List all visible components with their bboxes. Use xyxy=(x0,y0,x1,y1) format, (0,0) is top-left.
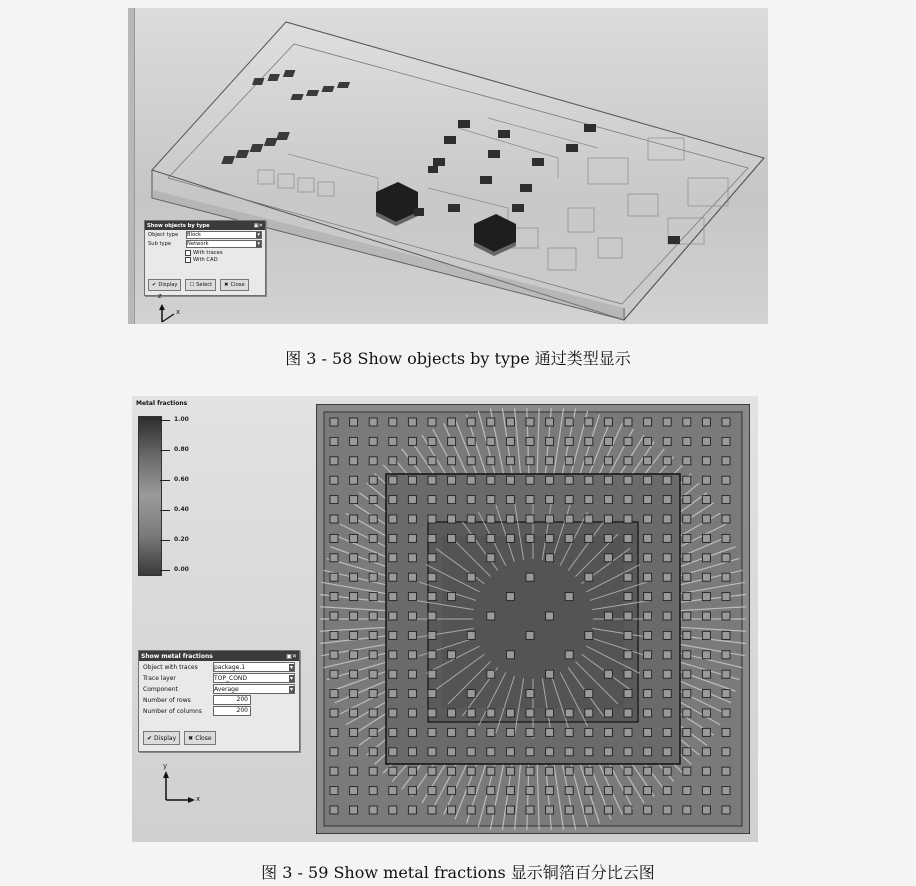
colorbar-tick-mark xyxy=(160,450,170,451)
dialog-title-bar xyxy=(139,651,299,661)
figure-3-59-caption: 图 3 - 59 Show metal fractions 显示铜箔百分比云图 xyxy=(261,863,655,882)
metal-fraction-colorbar xyxy=(138,416,162,576)
colorbar-tick-mark xyxy=(160,540,170,541)
checkbox-icon xyxy=(185,250,191,256)
colorbar-tick-mark xyxy=(160,420,170,421)
chevron-down-icon: ▾ xyxy=(289,663,293,671)
with-traces-checkbox[interactable]: With traces xyxy=(185,249,265,256)
show-metal-fractions-dialog xyxy=(138,650,300,752)
metal-fraction-contour-map xyxy=(316,404,750,834)
figure-3-59-viewport xyxy=(132,396,758,842)
dialog-title: Show metal fractions xyxy=(141,652,213,660)
component-select[interactable]: Average ▾ xyxy=(214,685,293,693)
dialog-title-bar xyxy=(145,221,265,230)
metal-fractions-legend-title: Metal fractions xyxy=(136,400,188,407)
dialog-title: Show objects by type xyxy=(147,222,210,229)
number-of-columns-label: Number of columns xyxy=(143,707,202,715)
display-button[interactable]: ✔ Display xyxy=(148,279,181,291)
colorbar-tick-mark xyxy=(160,480,170,481)
colorbar-tick-label: 0.20 xyxy=(174,536,189,543)
number-of-columns-row xyxy=(143,706,295,716)
close-icon: ✖ xyxy=(188,734,194,742)
checkbox-icon xyxy=(185,257,191,263)
number-of-rows-input[interactable]: 200 xyxy=(213,695,251,705)
colorbar-tick-label: 0.80 xyxy=(174,446,189,453)
close-button[interactable]: ✖ Close xyxy=(184,731,215,745)
object-with-traces-label: Object with traces xyxy=(143,663,198,671)
select-button[interactable]: ☐ Select xyxy=(185,279,216,291)
x-axis-label: x xyxy=(176,308,181,316)
trace-layer-row xyxy=(143,673,295,683)
number-of-rows-label: Number of rows xyxy=(143,696,191,704)
dialog-window-controls-icon[interactable]: ▣✕ xyxy=(286,652,297,660)
sub-type-row xyxy=(148,240,262,248)
close-button[interactable]: ✖ Close xyxy=(220,279,249,291)
close-icon: ✖ xyxy=(224,282,229,288)
dialog-window-controls-icon[interactable]: ▣✕ xyxy=(253,222,263,229)
object-with-traces-select[interactable]: package.1 ▾ xyxy=(214,663,293,671)
chevron-down-icon: ▾ xyxy=(289,685,293,693)
chevron-down-icon: ▾ xyxy=(289,674,293,682)
check-icon: ✔ xyxy=(147,734,153,742)
colorbar-tick-mark xyxy=(160,570,170,571)
colorbar-tick-label: 0.40 xyxy=(174,506,189,513)
show-objects-by-type-dialog xyxy=(144,220,266,296)
trace-layer-select[interactable]: TOP_COND ▾ xyxy=(214,674,293,682)
figure-3-58-caption: 图 3 - 58 Show objects by type 通过类型显示 xyxy=(285,349,631,368)
axis-triad xyxy=(156,292,186,324)
x-axis-label: x xyxy=(196,795,201,803)
component-row xyxy=(143,684,295,694)
check-icon: ✔ xyxy=(152,282,157,288)
display-button[interactable]: ✔ Display xyxy=(143,731,180,745)
colorbar-tick-label: 0.00 xyxy=(174,566,189,573)
colorbar-tick-mark xyxy=(160,510,170,511)
number-of-columns-input[interactable]: 200 xyxy=(213,706,251,716)
component-label: Component xyxy=(143,685,178,693)
object-type-select[interactable]: Block ▾ xyxy=(187,232,260,238)
chevron-down-icon: ▾ xyxy=(257,241,260,247)
colorbar-tick-label: 0.60 xyxy=(174,476,189,483)
z-axis-label: z xyxy=(158,292,162,300)
with-cad-checkbox[interactable]: With CAD xyxy=(185,256,265,263)
object-type-label: Object type xyxy=(148,232,179,238)
trace-layer-label: Trace layer xyxy=(143,674,176,682)
colorbar-tick-label: 1.00 xyxy=(174,416,189,423)
axis-triad xyxy=(158,762,201,808)
number-of-rows-row xyxy=(143,695,295,705)
object-with-traces-row xyxy=(143,662,295,672)
y-axis-label: y xyxy=(163,762,168,770)
chevron-down-icon: ▾ xyxy=(257,232,260,238)
sub-type-select[interactable]: Network ▾ xyxy=(187,241,260,247)
select-icon: ☐ xyxy=(189,282,195,288)
object-type-row xyxy=(148,231,262,239)
sub-type-label: Sub type xyxy=(148,241,172,247)
figure-3-58-viewport xyxy=(128,8,768,324)
